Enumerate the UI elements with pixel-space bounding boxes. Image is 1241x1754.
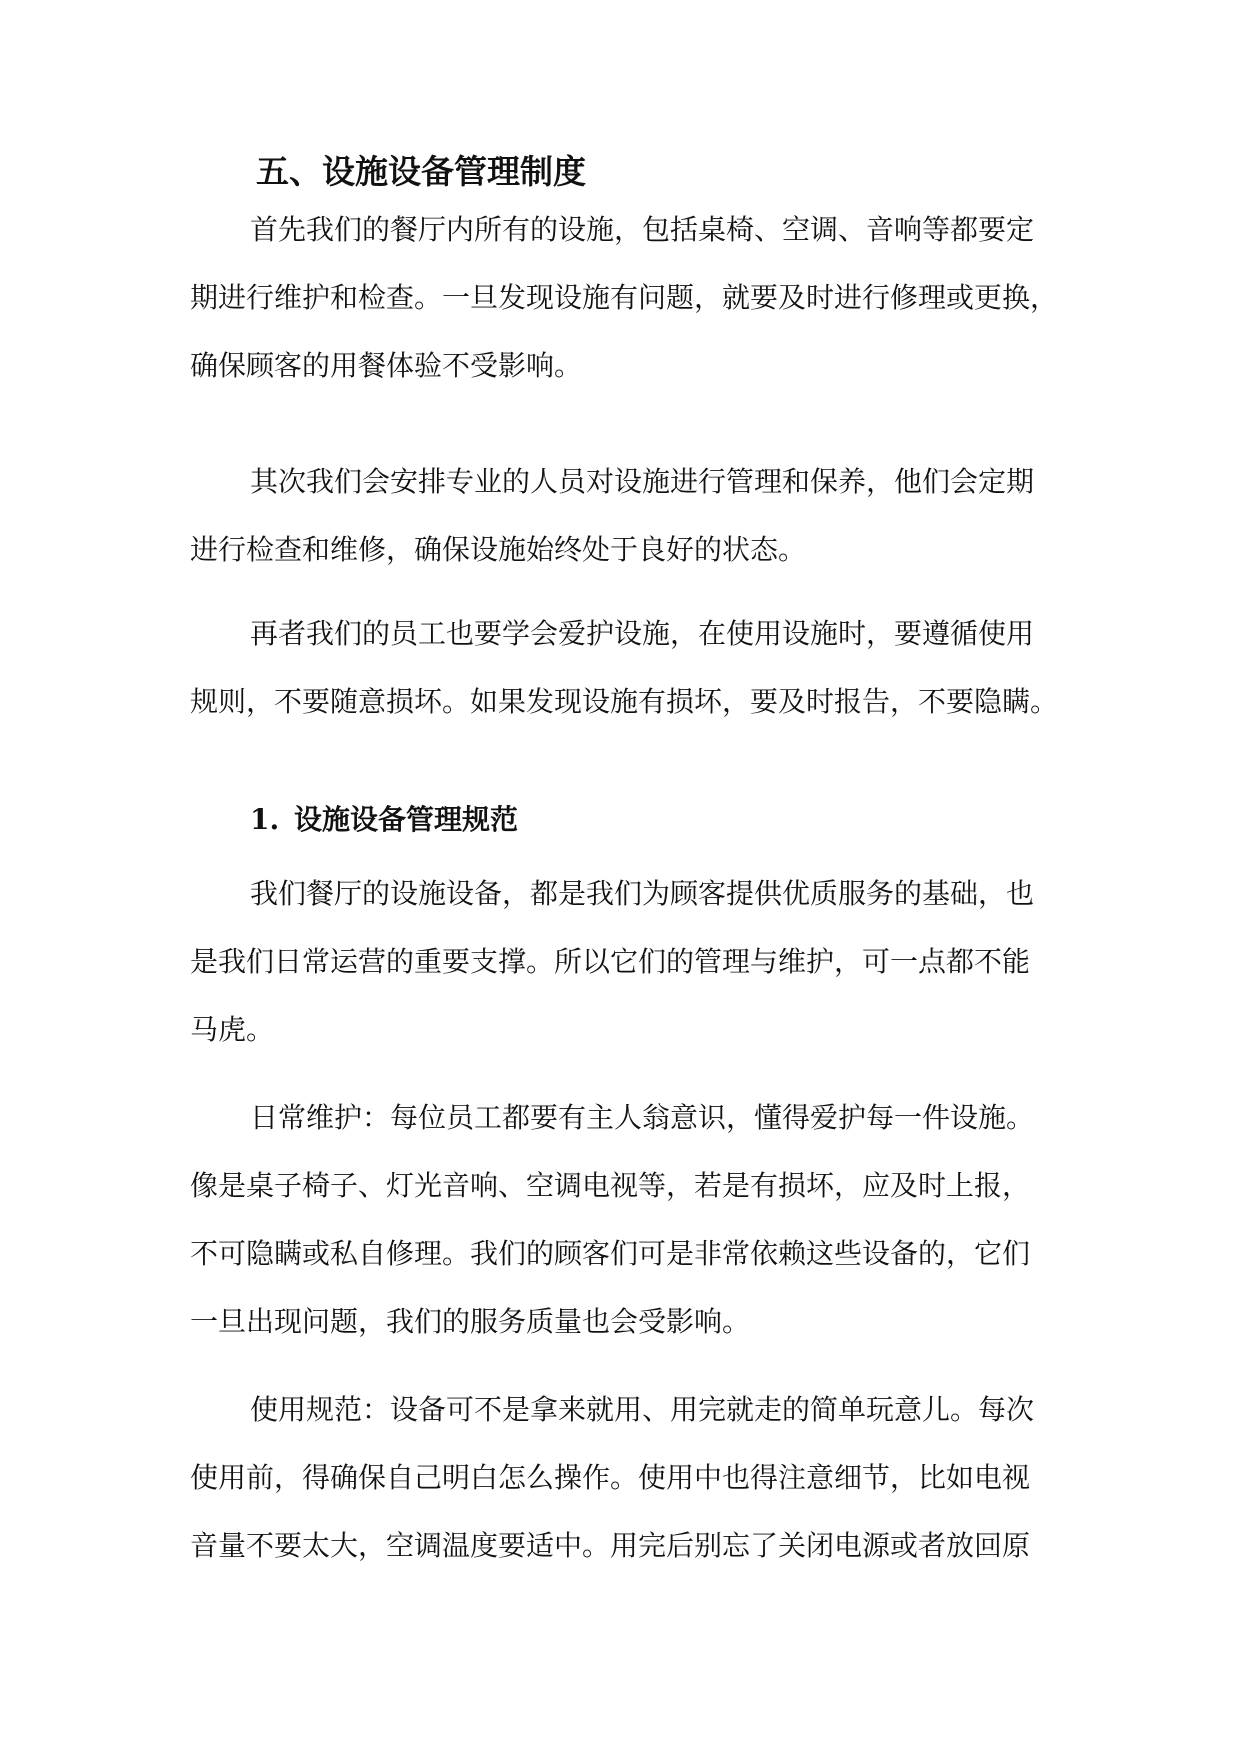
paragraph-3-line-1: 再者我们的员工也要学会爱护设施，在使用设施时，要遵循使用	[250, 617, 1035, 650]
paragraph-4-line-1: 我们餐厅的设施设备，都是我们为顾客提供优质服务的基础，也	[250, 877, 1035, 910]
paragraph-5-line-3: 不可隐瞒或私自修理。我们的顾客们可是非常依赖这些设备的，它们	[190, 1237, 1031, 1270]
section-title: 五、设施设备管理制度	[256, 152, 586, 191]
paragraph-6-line-1: 使用规范：设备可不是拿来就用、用完就走的简单玩意儿。每次	[250, 1393, 1035, 1426]
paragraph-2-line-1: 其次我们会安排专业的人员对设施进行管理和保养，他们会定期	[250, 465, 1035, 498]
paragraph-1-line-3: 确保顾客的用餐体验不受影响。	[190, 349, 583, 382]
paragraph-5-line-1: 日常维护：每位员工都要有主人翁意识，懂得爱护每一件设施。	[250, 1101, 1035, 1134]
paragraph-1-line-1: 首先我们的餐厅内所有的设施，包括桌椅、空调、音响等都要定	[250, 213, 1035, 246]
paragraph-6-line-3: 音量不要太大，空调温度要适中。用完后别忘了关闭电源或者放回原	[190, 1529, 1031, 1562]
paragraph-2-line-2: 进行检查和维修，确保设施始终处于良好的状态。	[190, 533, 807, 566]
subsection-number: 1.	[250, 803, 280, 836]
paragraph-4-line-3: 马虎。	[190, 1013, 275, 1046]
paragraph-1-line-2: 期进行维护和检查。一旦发现设施有问题，就要及时进行修理或更换，	[190, 281, 1059, 314]
paragraph-3-line-2: 规则，不要随意损坏。如果发现设施有损坏，要及时报告，不要隐瞒。	[190, 685, 1059, 718]
subsection-title: 设施设备管理规范	[294, 803, 519, 836]
subsection-heading	[250, 798, 518, 842]
paragraph-4-line-2: 是我们日常运营的重要支撑。所以它们的管理与维护，可一点都不能	[190, 945, 1031, 978]
paragraph-6-line-2: 使用前，得确保自己明白怎么操作。使用中也得注意细节，比如电视	[190, 1461, 1031, 1494]
paragraph-5-line-2: 像是桌子椅子、灯光音响、空调电视等，若是有损坏，应及时上报，	[190, 1169, 1031, 1202]
paragraph-5-line-4: 一旦出现问题，我们的服务质量也会受影响。	[190, 1305, 751, 1338]
